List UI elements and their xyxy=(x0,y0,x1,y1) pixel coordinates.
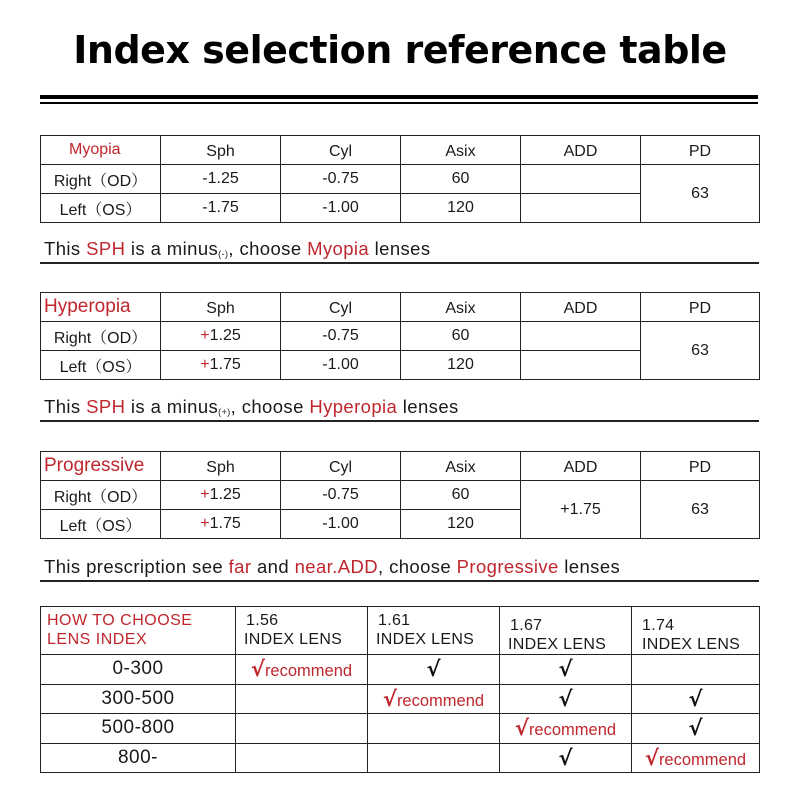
empty-cell xyxy=(236,684,368,714)
cyl-value: -1.00 xyxy=(281,510,401,539)
index-label: INDEX LENS xyxy=(244,631,343,648)
axis-value: 120 xyxy=(401,351,521,380)
table-header-row xyxy=(41,293,760,322)
note-underline xyxy=(40,262,759,264)
note-text: and xyxy=(251,556,295,577)
eye-label: Right（OD） xyxy=(41,322,161,351)
sph-sign: + xyxy=(200,356,210,373)
recommend-cell xyxy=(368,684,500,714)
sph-sign: + xyxy=(200,327,210,344)
range-cell: 300-500 xyxy=(41,684,236,714)
note-text: , choose xyxy=(377,556,457,577)
table-row xyxy=(41,322,760,351)
check-cell xyxy=(632,684,760,714)
myopia-table xyxy=(40,135,760,223)
range-cell: 500-800 xyxy=(41,714,236,744)
table-row xyxy=(41,655,760,685)
title-rule-thick xyxy=(40,95,758,99)
recommend-label: recommend xyxy=(264,662,353,681)
title-rule-thin xyxy=(40,102,758,104)
empty-cell xyxy=(368,714,500,744)
note-highlight: Progressive xyxy=(456,556,559,577)
add-value: +1.75 xyxy=(521,481,641,539)
axis-value: 120 xyxy=(401,510,521,539)
pd-header: PD xyxy=(641,452,760,481)
axis-header: Asix xyxy=(401,293,521,322)
check-icon: √ xyxy=(514,716,529,741)
empty-cell xyxy=(236,743,368,773)
eye-label: Right（OD） xyxy=(41,481,161,510)
myopia-note xyxy=(44,238,431,260)
recommend-cell xyxy=(236,655,368,685)
sph-value xyxy=(161,510,281,539)
index-col-header xyxy=(236,607,368,655)
lens-index-table xyxy=(40,606,760,773)
cyl-header: Cyl xyxy=(281,452,401,481)
note-text: is a minus xyxy=(125,238,219,259)
note-text: , choose xyxy=(228,238,308,259)
range-cell: 800- xyxy=(41,743,236,773)
index-col-header xyxy=(368,607,500,655)
check-cell xyxy=(368,655,500,685)
add-header: ADD xyxy=(521,452,641,481)
progressive-table xyxy=(40,451,760,539)
check-icon: √ xyxy=(426,657,441,682)
index-number: 1.56 xyxy=(246,612,279,629)
note-underline xyxy=(40,420,759,422)
table-row xyxy=(41,165,760,194)
axis-value: 60 xyxy=(401,481,521,510)
check-cell xyxy=(500,655,632,685)
table-row xyxy=(41,481,760,510)
note-text: This xyxy=(44,238,87,259)
sph-sign: + xyxy=(200,515,210,532)
add-value xyxy=(521,322,641,351)
check-cell xyxy=(500,743,632,773)
table-header-row xyxy=(41,452,760,481)
check-icon: √ xyxy=(558,745,573,770)
index-label: INDEX LENS xyxy=(376,631,475,648)
recommend-label: recommend xyxy=(658,750,747,769)
add-value xyxy=(521,165,641,194)
empty-cell xyxy=(236,714,368,744)
index-title-line2: LENS INDEX xyxy=(47,631,148,648)
sph-number: 1.75 xyxy=(209,356,241,373)
add-header: ADD xyxy=(521,136,641,165)
pd-value: 63 xyxy=(641,481,760,539)
cyl-header: Cyl xyxy=(281,136,401,165)
progressive-note xyxy=(44,556,620,578)
add-value xyxy=(521,194,641,223)
hyperopia-label: Hyperopia xyxy=(41,293,161,322)
empty-cell xyxy=(632,655,760,685)
note-sign: (+) xyxy=(218,407,231,417)
note-text: lenses xyxy=(369,238,431,259)
index-header-row xyxy=(41,607,760,655)
index-title-cell xyxy=(41,607,236,655)
axis-header: Asix xyxy=(401,452,521,481)
add-value xyxy=(521,351,641,380)
hyperopia-note xyxy=(44,396,459,418)
note-highlight: Myopia xyxy=(307,238,370,259)
axis-header: Asix xyxy=(401,136,521,165)
hyperopia-table xyxy=(40,292,760,380)
table-header-row xyxy=(41,136,760,165)
index-number: 1.61 xyxy=(378,612,411,629)
cyl-header: Cyl xyxy=(281,293,401,322)
recommend-label: recommend xyxy=(396,691,485,710)
axis-value: 60 xyxy=(401,322,521,351)
pd-header: PD xyxy=(641,293,760,322)
sph-value xyxy=(161,481,281,510)
eye-label: Left（OS） xyxy=(41,510,161,539)
range-cell: 0-300 xyxy=(41,655,236,685)
note-text: is a minus xyxy=(125,396,219,417)
check-icon: √ xyxy=(644,745,659,770)
sph-header: Sph xyxy=(161,293,281,322)
sph-number: 1.75 xyxy=(209,515,241,532)
check-cell xyxy=(500,684,632,714)
check-icon: √ xyxy=(688,716,703,741)
note-text: This prescription see xyxy=(44,556,229,577)
note-sign: (-) xyxy=(218,249,229,259)
index-number: 1.67 xyxy=(510,617,543,634)
note-text: lenses xyxy=(397,396,459,417)
add-header: ADD xyxy=(521,293,641,322)
cyl-value: -0.75 xyxy=(281,322,401,351)
axis-value: 60 xyxy=(401,165,521,194)
sph-header: Sph xyxy=(161,136,281,165)
note-text: This xyxy=(44,396,87,417)
sph-number: 1.25 xyxy=(209,327,241,344)
note-underline xyxy=(40,580,759,582)
recommend-cell xyxy=(500,714,632,744)
sph-value: -1.25 xyxy=(161,165,281,194)
eye-label: Right（OD） xyxy=(41,165,161,194)
sph-value xyxy=(161,322,281,351)
index-col-header xyxy=(500,607,632,655)
note-text: , choose xyxy=(230,396,310,417)
pd-header: PD xyxy=(641,136,760,165)
check-cell xyxy=(632,714,760,744)
check-icon: √ xyxy=(558,657,573,682)
pd-value: 63 xyxy=(641,322,760,380)
page-title: Index selection reference table xyxy=(73,28,727,72)
check-icon: √ xyxy=(382,686,397,711)
table-row xyxy=(41,714,760,744)
index-col-header xyxy=(632,607,760,655)
table-row xyxy=(41,684,760,714)
note-highlight: far xyxy=(228,556,252,577)
cyl-value: -0.75 xyxy=(281,481,401,510)
note-highlight: SPH xyxy=(86,238,126,259)
check-icon: √ xyxy=(688,686,703,711)
table-row xyxy=(41,743,760,773)
index-label: INDEX LENS xyxy=(508,636,607,653)
sph-value xyxy=(161,351,281,380)
index-rows xyxy=(41,655,760,773)
note-highlight: SPH xyxy=(86,396,126,417)
progressive-label: Progressive xyxy=(41,452,161,481)
pd-value: 63 xyxy=(641,165,760,223)
empty-cell xyxy=(368,743,500,773)
index-title-line1: HOW TO CHOOSE xyxy=(47,612,193,629)
note-highlight: near.ADD xyxy=(294,556,378,577)
recommend-label: recommend xyxy=(528,721,617,740)
index-number: 1.74 xyxy=(642,617,675,634)
check-icon: √ xyxy=(250,657,265,682)
recommend-cell xyxy=(632,743,760,773)
check-icon: √ xyxy=(558,686,573,711)
cyl-value: -1.00 xyxy=(281,351,401,380)
sph-header: Sph xyxy=(161,452,281,481)
index-label: INDEX LENS xyxy=(642,636,741,653)
note-text: lenses xyxy=(558,556,621,577)
axis-value: 120 xyxy=(401,194,521,223)
note-highlight: Hyperopia xyxy=(309,396,398,417)
sph-value: -1.75 xyxy=(161,194,281,223)
myopia-label: Myopia xyxy=(41,136,161,165)
cyl-value: -1.00 xyxy=(281,194,401,223)
cyl-value: -0.75 xyxy=(281,165,401,194)
sph-sign: + xyxy=(200,486,210,503)
eye-label: Left（OS） xyxy=(41,194,161,223)
eye-label: Left（OS） xyxy=(41,351,161,380)
sph-number: 1.25 xyxy=(209,486,241,503)
